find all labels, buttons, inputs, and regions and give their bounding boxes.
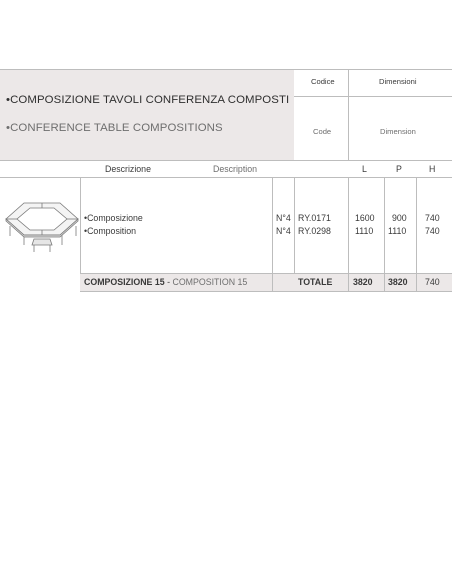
header-codes <box>294 69 452 161</box>
conference-table-icon <box>4 199 80 253</box>
col-descrizione: Descrizione <box>105 164 151 174</box>
row-p: 1110 <box>388 226 407 236</box>
row-l: 1110 <box>355 226 374 236</box>
totals-row <box>80 273 452 292</box>
composition-body <box>0 177 452 273</box>
composition-label-sep: - <box>164 277 173 287</box>
total-p: 3820 <box>388 277 408 287</box>
codice-label: Codice <box>311 77 335 86</box>
row-l: 1600 <box>355 213 375 223</box>
code-label: Code <box>313 127 332 136</box>
title-english: •CONFERENCE TABLE COMPOSITIONS <box>6 122 223 134</box>
divider <box>294 96 452 97</box>
row-code: RY.0298 <box>298 226 331 236</box>
divider <box>348 274 349 291</box>
divider <box>384 177 385 273</box>
total-h: 740 <box>425 277 440 287</box>
row-name: •Composizione <box>84 213 143 223</box>
col-description: Description <box>213 164 258 174</box>
divider <box>348 177 349 273</box>
composition-sheet <box>0 69 452 291</box>
composition-label-en: COMPOSITION 15 <box>172 277 248 287</box>
composition-label <box>84 277 247 287</box>
col-h: H <box>429 164 436 174</box>
dimensioni-label: Dimensioni <box>379 77 417 86</box>
row-p: 900 <box>392 213 407 223</box>
row-qty: N°4 <box>276 213 291 223</box>
divider <box>272 274 273 291</box>
row-name: •Composition <box>84 226 136 236</box>
divider <box>80 177 81 273</box>
title-block <box>0 69 294 161</box>
total-l: 3820 <box>353 277 373 287</box>
divider <box>416 177 417 273</box>
divider <box>272 177 273 273</box>
row-code: RY.0171 <box>298 213 331 223</box>
dimension-label: Dimension <box>380 127 416 136</box>
totale-label: TOTALE <box>298 277 333 287</box>
divider <box>294 177 295 273</box>
col-l: L <box>362 164 367 174</box>
composition-label-it: COMPOSIZIONE 15 <box>84 277 165 287</box>
row-h: 740 <box>425 226 440 236</box>
row-qty: N°4 <box>276 226 291 236</box>
title-italian: •COMPOSIZIONE TAVOLI CONFERENZA COMPOSTI <box>6 94 290 106</box>
col-p: P <box>396 164 402 174</box>
column-header-row <box>0 159 452 178</box>
divider <box>384 274 385 291</box>
row-h: 740 <box>425 213 440 223</box>
divider <box>348 70 349 160</box>
divider <box>416 274 417 291</box>
